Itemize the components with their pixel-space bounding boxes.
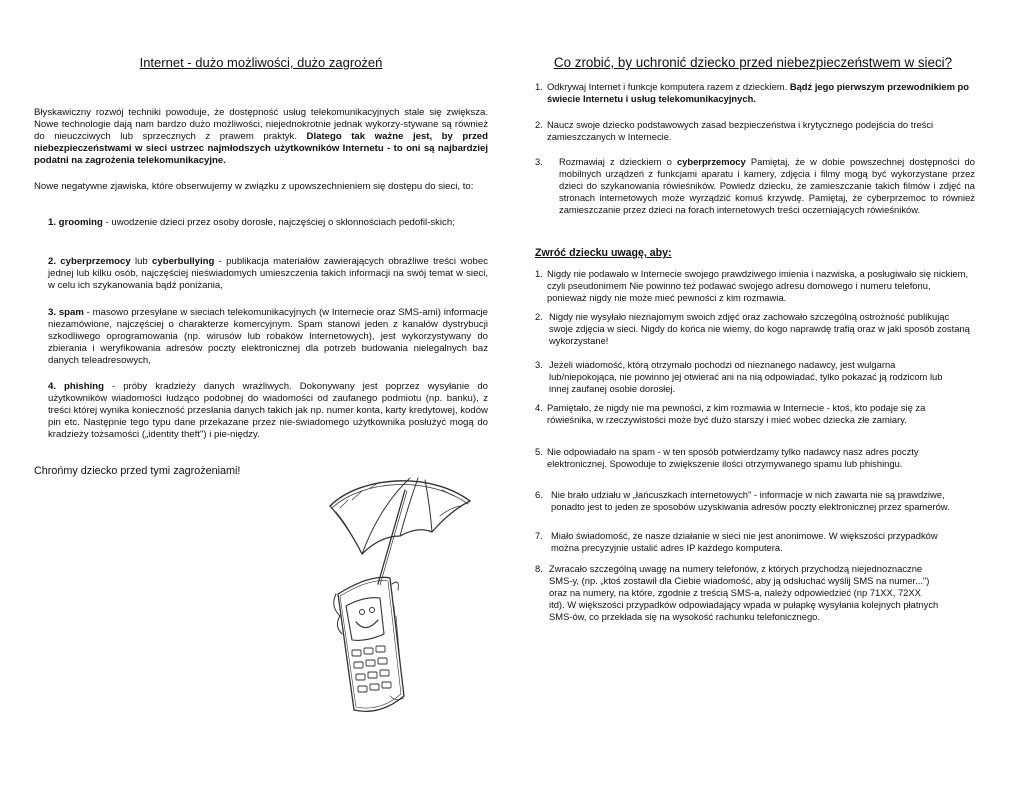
umbrella-phone-sketch-icon (300, 466, 490, 721)
intro-text: Błyskawiczny rozwój techniki powoduje, że dostępność usług telekomunikacyjnych stale się zwiększa. Nowe technologie dają nam bardzo dużo możliwości, niejednokrotnie jednak wykorzy-stywane są również do nieuczciwych lub sprzecznych z prawem praktyk. (34, 107, 488, 142)
tip-text-2: SMS-y, (np. „ktoś zostawił dla Ciebie wiadomość, aby ją odsłuchać wyślij SMS na numer...") (549, 575, 930, 586)
step-text-2: Pamiętaj, że w dobie powszechnej dostępności do mobilnych urządzeń z funkcjami aparatu i kamery, zdjęcia i filmy mogą być wykorzystane przez dzieci do szykanowania rówieśników. Powiedz dziecku, że zamieszczanie takich filmów i zdjęć na stronach internetowych może wyrządzić komuś krzywdę. Pamiętaj, że cyberprzemoc to również zamieszczanie przez dzieci na forach internetowych treści oczerniających rówieśników. (559, 156, 975, 215)
tip-text: Nie odpowiadało na spam - w ten sposób potwierdzamy tylko nadawcy nasz adres poczty (547, 446, 919, 457)
tip-text-4: itd). W większości przypadków odpowiadający wpada w pułapkę wysyłania kolejnych płatnych SMS-ów, co przekłada się na wysokość rachunku telefonicznego. (549, 599, 939, 622)
item-term: grooming (58, 217, 103, 228)
step-item-2 (535, 119, 975, 143)
tip-text: Jeżeli wiadomość, którą otrzymało pochodzi od nieznanego nadawcy, jest wulgarna lub/niepokojąca, nie powinno jej otwierać ani na nią odpowiadać, tylko pokazać ją rodzicom lub innej zaufanej osobie dorosłej. (549, 359, 943, 394)
step-text: Odkrywaj Internet i funkcje komputera razem z dzieckiem. (547, 81, 790, 92)
tip-number: 5. (535, 446, 543, 457)
tip-text-3: oraz na numery, na które, zgodnie z treścią SMS-a, należy odpowiedzieć (np 71XX, 72XX (549, 587, 921, 598)
threat-item-grooming (48, 217, 488, 229)
intro2-paragraph: Nowe negatywne zjawiska, które obserwujemy w związku z upowszechnieniem się dostępu do sieci, to: (34, 181, 474, 192)
step-bold: Bądź jego pierwszym przewodnikiem po świecie Internetu i usług telekomunikacyjnych. (547, 81, 970, 104)
threat-item-spam (48, 307, 488, 367)
tip-item-3 (535, 359, 955, 395)
tip-number: 1. (535, 268, 543, 279)
threat-item-cyberbullying (48, 256, 488, 292)
step-item-1 (535, 81, 975, 105)
tip-item-2 (535, 311, 971, 347)
item-term: cyberprzemocy (60, 256, 131, 267)
item-term-2: cyberbullying (152, 256, 215, 267)
tip-text-2: rówieśnika, w rzeczywistości może być dużo starszy i mieć wobec dziecka złe zamiary. (547, 414, 907, 425)
intro-paragraph (34, 107, 488, 167)
tip-text: Nigdy nie podawało w Internecie swojego prawdziwego imienia i nazwiska, a posługiwało się nickiem, czyli pseudonimem Nie powinno też podawać swojego adresu domowego i numeru telefonu, ponieważ nigdy nie może mieć pewności z kim rozmawia. (547, 268, 969, 303)
item-number: 4. (48, 381, 65, 392)
tip-text-2: elektronicznej. Spowoduje to zwiększenie ilości otrzymywanego spamu lub phishingu. (547, 458, 903, 469)
item-term: phishing (64, 381, 104, 392)
step-bold: cyberprzemocy (676, 156, 746, 167)
tip-text: Zwracało szczególną uwagę na numery telefonów, z których przychodzą niejednoznaczne (549, 563, 923, 574)
tip-number: 7. (535, 530, 543, 541)
tip-number: 2. (535, 311, 543, 322)
intro-bold: Dlatego tak ważne jest, by przed niebezpieczeństwami w sieci ustrzec najmłodszych użytkowników Internetu - to oni są najbardziej podatni na zagrożenia telekomunikacyjne. (34, 131, 488, 166)
step-number: 2. (535, 119, 543, 130)
step-text: Rozmawiaj z dzieckiem o (559, 156, 677, 167)
item-term: spam (58, 307, 84, 318)
tip-text: Nigdy nie wysyłało nieznajomym swoich zdjęć oraz zachowało szczególną ostrożność publikując swoje zdjęcia w sieci. Nigdy do końca nie wiemy, do kogo naprawdę trafią oraz w jaki sposób zostaną wykorzystane! (549, 311, 970, 346)
step-item-3 (535, 156, 975, 216)
step-text: Naucz swoje dziecko podstawowych zasad bezpieczeństwa i krytycznego podejścia do treści zamieszczanych w Internecie. (547, 119, 934, 142)
step-number: 3. (535, 156, 543, 167)
closing-text: Chrońmy dziecko przed tymi zagrożeniami! (34, 465, 241, 477)
step-number: 1. (535, 81, 543, 92)
item-text: - masowo przesyłane w sieciach telekomunikacyjnych (w Internecie oraz SMS-ami) informacje niezamówione, najczęściej o charakterze komercyjnym. Spam stanowi jeden z kanałów dystrybucji szkodliwego oprogramowania (np. wirusów lub robaków Internetowych), jest wykorzystywany do zbierania i weryfikowania adresów poczty elektronicznej dla potrzeb budowania nielegalnych baz danych teleadresowych, (48, 307, 488, 366)
item-text: - próby kradzieży danych wrażliwych. Dokonywany jest poprzez wysyłanie do użytkowników wiadomości łudząco podobnej do wiadomości od zaufanego podmiotu (np. banku), z treści której wynika konieczność przesłania danych takich jak np. numer konta, karty kredytowej, kodów pin etc. Następnie tego typu dane przekazane przez nie-świadomego użytkownika posłużyć mogą do kradzieży tożsamości („identity theft") i pie-niędzy. (48, 381, 488, 440)
tip-item-8 (535, 563, 955, 623)
tip-item-5 (535, 446, 975, 470)
item-number: 1. (48, 217, 59, 228)
tip-number: 6. (535, 489, 543, 500)
tip-text: Pamiętało, że nigdy nie ma pewności, z kim rozmawia w Internecie - ktoś, kto podaje się za (547, 402, 926, 413)
tip-text: Nie brało udziału w „łańcuszkach internetowych" - informacje w nich zawarta nie są prawdziwe, ponadto jest to jeden ze sposobów uzyskiwania adresów poczty elektronicznej przez spamerów. (551, 489, 950, 512)
threat-item-phishing (48, 381, 488, 441)
tip-number: 3. (535, 359, 543, 370)
tip-number: 8. (535, 563, 543, 574)
item-text: - uwodzenie dzieci przez osoby dorosłe, najczęściej o skłonnościach pedofil-skich; (102, 217, 455, 228)
right-title: Co zrobić, by uchronić dziecko przed niebezpieczeństwem w sieci? (553, 55, 953, 70)
tip-number: 4. (535, 402, 543, 413)
item-number: 2. (48, 256, 61, 267)
tip-item-4 (535, 402, 975, 426)
tip-item-1 (535, 268, 971, 304)
subheading: Zwróć dziecku uwagę, aby: (535, 247, 672, 259)
tip-text: Miało świadomość, że nasze działanie w sieci nie jest anonimowe. W większości przypadków można precyzyjnie ustalić adres IP każdego komputera. (551, 530, 938, 553)
item-connector: lub (130, 256, 153, 267)
item-text: - publikacja materiałów zawierających obraźliwe treści wobec jednej lub kilku osób, najczęściej nieświadomych umieszczenia takich informacji na swój temat w sieci, w celu ich szykanowania bądź poniżania, (48, 256, 488, 291)
tip-item-6 (535, 489, 955, 513)
left-title: Internet - dużo możliwości, dużo zagrożeń (139, 55, 383, 70)
tip-item-7 (535, 530, 955, 554)
item-number: 3. (48, 307, 59, 318)
